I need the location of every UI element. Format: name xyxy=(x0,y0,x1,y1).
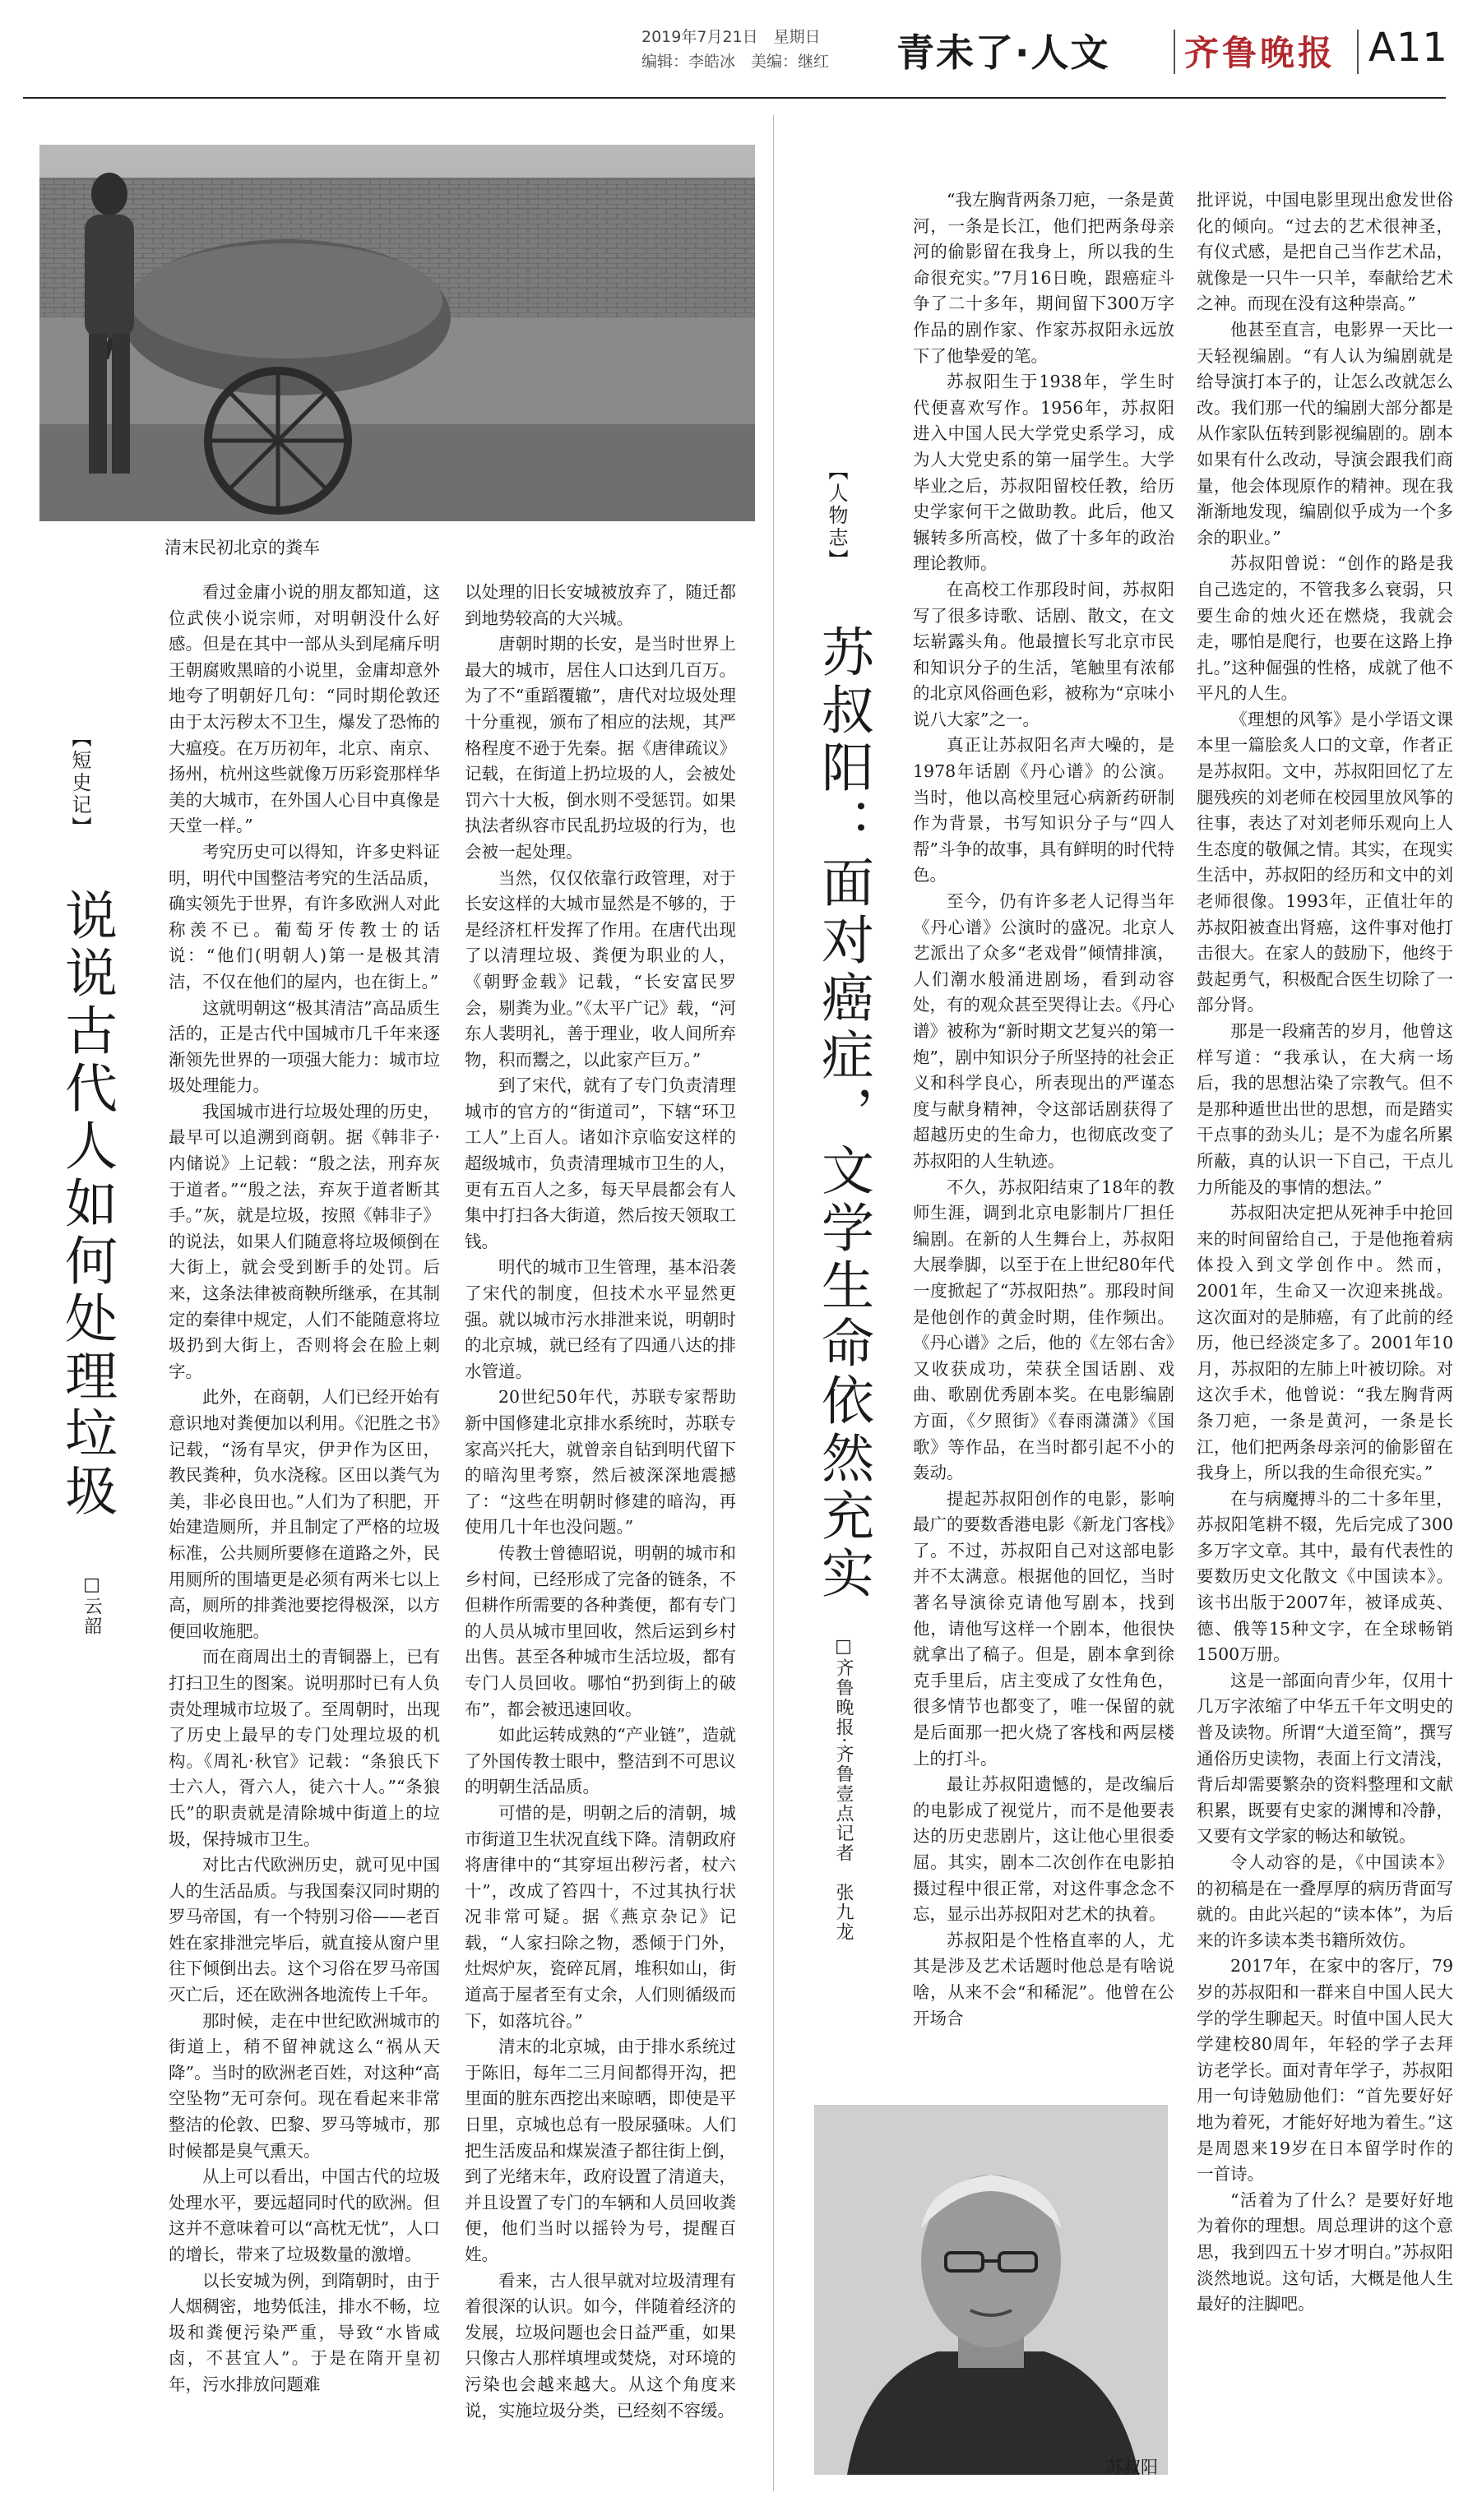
paragraph: 至今，仍有许多老人记得当年《丹心谱》公演时的盛况。北京人艺派出了众多“老戏骨”倾情排演，人们潮水般涌进剧场，看到动容处，有的观众甚至哭得让去。《丹心谱》被称为“新时期文艺复兴的第一炮”，剧中知识分子所坚持的社会正义和科学良心，所表现出的严谨态度与献身精神，令这部话剧获得了超越历史的生命力，也彻底改变了苏叔阳的人生轨迹。 xyxy=(913,891,1174,1171)
paragraph: 那时候，走在中世纪欧洲城市的街道上，稍不留神就这么“祸从天降”。当时的欧洲老百姓，对这种“高空坠物”无可奈何。现在看起来非常整洁的伦敦、巴黎、罗马等城市，那时候都是臭气熏天。 xyxy=(169,2010,440,2161)
header-divider-2 xyxy=(1357,30,1359,74)
paragraph: 看过金庸小说的朋友都知道，这位武侠小说宗师，对明朝没什么好感。但是在其中一部从头到尾痛斥明王朝腐败黑暗的小说里，金庸却意外地夸了明朝好几句：“同时期伦敦还由于太污秽太不卫生，爆发了恐怖的大瘟疫。在万历初年，北京、南京、扬州，杭州这些就像万历彩瓷那样华美的大城市，在外国人心目中真像是天堂一样。” xyxy=(169,582,440,836)
byline-left: □云韶 xyxy=(81,1574,102,1636)
paragraph: 以处理的旧长安城被放弃了，随迁都到地势较高的大兴城。 xyxy=(465,582,736,628)
paragraph: 苏叔阳是个性格直率的人，尤其是涉及艺术话题时他总是有啥说啥，从来不会“和稀泥”。他曾在公开场合 xyxy=(913,1930,1174,2028)
paragraph: 在与病魔搏斗的二十多年里，苏叔阳笔耕不辍，先后完成了300多万字文章。其中，最有代表性的要数历史文化散文《中国读本》。该书出版于2007年，被译成英、德、俄等15种文字，在全球畅销1500万册。 xyxy=(1197,1488,1453,1665)
portrait-photo xyxy=(814,2105,1168,2475)
paragraph: 最让苏叔阳遗憾的，是改编后的电影成了视觉片，而不是他要表达的历史悲剧片，这让他心里很委屈。其实，剧本二次创作在电影拍摄过程中很正常，对这件事念念不忘，显示出苏叔阳对艺术的执着。 xyxy=(913,1774,1174,1925)
paragraph: 可惜的是，明朝之后的清朝，城市街道卫生状况直线下降。清朝政府将唐律中的“其穿垣出秽污者，杖六十”，改成了笞四十，不过其执行状况非常可疑。据《燕京杂记》记载，“人家扫除之物，悉倾于门外，灶烬炉灰，瓷碎瓦屑，堆积如山，街道高于屋者至有丈余，人们则循级而下，如落坑谷。” xyxy=(465,1802,736,2031)
article-right-column-2 xyxy=(1197,187,1453,2490)
brand-logo: 齐鲁晚报 xyxy=(1184,33,1336,73)
article-tag-left: 【短史记】 xyxy=(68,728,91,839)
paragraph: “我左胸背两条刀疤，一条是黄河，一条是长江，他们把两条母亲河的偷影留在我身上，所以我的生命很充实。”7月16日晚，跟癌症斗争了二十多年，期间留下300万字作品的剧作家、作家苏叔阳永远放下了他挚爱的笔。 xyxy=(913,190,1174,366)
paragraph: 不久，苏叔阳结束了18年的教师生涯，调到北京电影制片厂担任编剧。在新的人生舞台上，苏叔阳大展拳脚，以至于在上世纪80年代一度掀起了“苏叔阳热”。那段时间是他创作的黄金时期，佳作频出。《丹心谱》之后，他的《左邻右舍》又收获成功，荣获全国话剧、戏曲、歌剧优秀剧本奖。在电影编剧方面，《夕照街》《春雨潇潇》《国歌》等作品，在当时都引起不小的轰动。 xyxy=(913,1177,1174,1483)
column-divider xyxy=(773,115,774,2491)
paragraph: 考究历史可以得知，许多史料证明，明代中国整洁考究的生活品质，确实领先于世界，有许多欧洲人对此称羡不已。葡萄牙传教士的话说：“他们(明朝人)第一是极其清洁，不仅在他们的屋内，也在街上。” xyxy=(169,841,440,992)
paragraph: 我国城市进行垃圾处理的历史，最早可以追溯到商朝。据《韩非子·内储说》上记载：“殷之法，刑弃灰于道者。”“殷之法，弃灰于道者断其手。”灰，就是垃圾，按照《韩非子》的说法，如果人们随意将垃圾倾倒在大街上，就会受到断手的处罚。后来，这条法律被商鞅所继承，在其制定的秦律中规定，人们不能随意将垃圾扔到大街上，否则将会在脸上刺字。 xyxy=(169,1101,440,1381)
byline-right: □齐鲁晚报·齐鲁壹点记者 张九龙 xyxy=(833,1636,854,1942)
paragraph: 以长安城为例，到隋朝时，由于人烟稠密，地势低洼，排水不畅，垃圾和粪便污染严重，导致“水皆咸卤，不甚宜人”。于是在隋开皇初年，污水排放问题难 xyxy=(169,2270,440,2394)
header-divider xyxy=(1174,30,1175,74)
paragraph: 而在商周出土的青铜器上，已有打扫卫生的图案。说明那时已有人负责处理城市垃圾了。至周朝时，出现了历史上最早的专门处理垃圾的机构。《周礼·秋官》记载：“条狼氏下士六人，胥六人，徒六十人。”“条狼氏”的职责就是清除城中街道上的垃圾，保持城市卫生。 xyxy=(169,1647,440,1849)
paragraph: 20世纪50年代，苏联专家帮助新中国修建北京排水系统时，苏联专家高兴托大，就曾亲自钻到明代留下的暗沟里考察，然后被深深地震撼了：“这些在明朝时修建的暗沟，再使用几十年也没问题。” xyxy=(465,1387,736,1537)
header-rule xyxy=(23,97,1446,99)
paragraph: 提起苏叔阳创作的电影，影响最广的要数香港电影《新龙门客栈》了。不过，苏叔阳自己对这部电影并不太满意。根据他的回忆，当时著名导演徐克请他写剧本，找到他，请他写这样一个剧本，他很快就拿出了稿子。但是，剧本拿到徐克手里后，店主变成了女性角色，很多情节也都变了，唯一保留的就是后面那一把火烧了客栈和两层楼上的打斗。 xyxy=(913,1488,1174,1769)
paragraph: 在高校工作那段时间，苏叔阳写了很多诗歌、话剧、散文，在文坛崭露头角。他最擅长写北京市民和知识分子的生活，笔触里有浓郁的北京风俗画色彩，被称为“京味小说八大家”之一。 xyxy=(913,579,1174,729)
paragraph: 苏叔阳曾说：“创作的路是我自己选定的，不管我多么衰弱，只要生命的烛火还在燃烧，我就会走，哪怕是爬行，也要在这路上挣扎。”这种倔强的性格，成就了他不平凡的人生。 xyxy=(1197,553,1453,704)
paragraph: 从上可以看出，中国古代的垃圾处理水平，要远超同时代的欧洲。但这并不意味着可以“高枕无忧”，人口的增长，带来了垃圾数量的激增。 xyxy=(169,2166,440,2264)
paragraph: 传教士曾德昭说，明朝的城市和乡村间，已经形成了完备的链条，不但耕作所需要的各种粪便，都有专门的人员从城市里回收，然后运到乡村出售。甚至各种城市生活垃圾，都有专门人员回收。哪怕“扔到街上的破布”，都会被迅速回收。 xyxy=(465,1542,736,1719)
paragraph: 此外，在商朝，人们已经开始有意识地对粪便加以利用。《汜胜之书》记载，“汤有旱灾，伊尹作为区田，教民粪种，负水浇稼。区田以粪气为美，非必良田也。”人们为了积肥，开始建造厕所，并且制定了严格的垃圾标准，公共厕所要修在道路之外，民用厕所的围墙更是必须有两米七以上高，厕所的排粪池要挖得极深，以方便回收施肥。 xyxy=(169,1387,440,1641)
headline-right: 苏叔阳：面对癌症，文学生命依然充实 xyxy=(813,625,873,1603)
cart-photo xyxy=(39,145,755,521)
paragraph: 苏叔阳决定把从死神手中抢回来的时间留给自己，于是他拖着病体投入到文学创作中。然而，2001年，生命又一次迎来挑战。这次面对的是肺癌，有了此前的经历，他已经淡定多了。2001年10月，苏叔阳的左肺上叶被切除。对这次手术，他曾说：“我左胸背两条刀疤，一条是黄河，一条是长江，他们把两条母亲河的偷影留在我身上，所以我的生命很充实。” xyxy=(1197,1203,1453,1483)
page-number: A11 xyxy=(1368,25,1448,71)
article-tag-right: 【人物志】 xyxy=(825,460,848,571)
paragraph: 清末的北京城，由于排水系统过于陈旧，每年二三月间都得开沟，把里面的脏东西挖出来晾晒，即使是平日里，京城也总有一股尿骚味。人们把生活废品和煤炭渣子都往街上倒，到了光绪末年，政府设置了清道夫，并且设置了专门的车辆和人员回收粪便，他们当时以摇铃为号，提醒百姓。 xyxy=(465,2037,736,2264)
paragraph: 真正让苏叔阳名声大噪的，是1978年话剧《丹心谱》的公演。当时，他以高校里冠心病新药研制作为背景，书写知识分子与“四人帮”斗争的故事，具有鲜明的时代特色。 xyxy=(913,735,1174,885)
paragraph: 令人动容的是，《中国读本》的初稿是在一叠厚厚的病历背面写就的。由此兴起的“读本体”，为后来的许多读本类书籍所效仿。 xyxy=(1197,1852,1453,1950)
paragraph: 这是一部面向青少年，仅用十几万字浓缩了中华五千年文明史的普及读物。所谓“大道至简”，撰写通俗历史读物，表面上行文清浅，背后却需要繁杂的资料整理和文献积累，既要有史家的渊博和冷静，又要有文学家的畅达和敏锐。 xyxy=(1197,1670,1453,1847)
paragraph: 到了宋代，就有了专门负责清理城市的官方的“街道司”，下辖“环卫工人”上百人。诸如汴京临安这样的超级城市，负责清理城市卫生的人，更有五百人之多，每天早晨都会有人集中打扫各大街道，然后按天领取工钱。 xyxy=(465,1075,736,1251)
paragraph: 批评说，中国电影里现出愈发世俗化的倾向。“过去的艺术很神圣，有仪式感，是把自己当作艺术品，就像是一只牛一只羊，奉献给艺术之神。而现在没有这种崇高。” xyxy=(1197,190,1453,314)
section-title: 青未了·人文 xyxy=(896,30,1110,75)
paragraph: 《理想的风筝》是小学语文课本里一篇脍炙人口的文章，作者正是苏叔阳。文中，苏叔阳回忆了左腿残疾的刘老师在校园里放风筝的往事，表达了对刘老师乐观向上人生态度的敬佩之情。其实，在现实生活中，苏叔阳的经历和文中的刘老师很像。1993年，正值壮年的苏叔阳被查出肾癌，这件事对他打击很大。在家人的鼓励下，他终于鼓起勇气，积极配合医生切除了一部分肾。 xyxy=(1197,709,1453,1015)
photo-caption-left: 清末民初北京的粪车 xyxy=(164,538,320,557)
headline-left: 说说古代人如何处理垃圾 xyxy=(56,888,117,1521)
paragraph: 明代的城市卫生管理，基本沿袭了宋代的制度，但技术水平显然更强。就以城市污水排泄来说，明朝时的北京城，就已经有了四通八达的排水管道。 xyxy=(465,1257,736,1381)
article-right-column-1 xyxy=(913,187,1174,2095)
photo-caption-right: 苏叔阳 xyxy=(1106,2458,1158,2477)
header-date: 2019年7月21日 星期日 xyxy=(641,28,821,46)
paragraph: 看来，古人很早就对垃圾清理有着很深的认识。如今，伴随着经济的发展，垃圾问题也会日益严重，如果只像古人那样填埋或焚烧，对环境的污染也会越来越大。从这个角度来说，实施垃圾分类，已经刻不容缓。 xyxy=(465,2270,736,2421)
paragraph: 苏叔阳生于1938年，学生时代便喜欢写作。1956年，苏叔阳进入中国人民大学党史系学习，成为人大党史系的第一届学生。大学毕业之后，苏叔阳留校任教，给历史学家何干之做助教。此后，他又辗转多所高校，做了十多年的政治理论教师。 xyxy=(913,372,1174,574)
paragraph: 这就明朝这“极其清洁”高品质生活的，正是古代中国城市几千年来逐渐领先世界的一项强大能力：城市垃圾处理能力。 xyxy=(169,997,440,1096)
paragraph: 他甚至直言，电影界一天比一天轻视编剧。“有人认为编剧就是给导演打本子的，让怎么改就怎么改。我们那一代的编剧大部分都是从作家队伍转到影视编剧的。剧本如果有什么改动，导演会跟我们商量，他会体现原作的精神。现在我渐渐地发现，编剧似乎成为一个多余的职业。” xyxy=(1197,319,1453,548)
header-editors: 编辑：李皓冰 美编：继红 xyxy=(641,53,830,71)
paragraph: 唐朝时期的长安，是当时世界上最大的城市，居住人口达到几百万。为了不“重蹈覆辙”，唐代对垃圾处理十分重视，颁布了相应的法规，其严格程度不逊于先秦。据《唐律疏议》记载，在街道上扔垃圾的人，会被处罚六十大板，倒水则不受惩罚。如果执法者纵容市民乱扔垃圾的行为，也会被一起处理。 xyxy=(465,634,736,862)
article-left-column-1 xyxy=(169,580,440,2487)
paragraph: 那是一段痛苦的岁月，他曾这样写道：“我承认，在大病一场后，我的思想沾染了宗教气。但不是那种遁世出世的思想，而是踏实干点事的劲头儿；是不为虚名所累所蔽，真的认识一下自己，干点儿力所能及的事情的想法。” xyxy=(1197,1021,1453,1197)
paragraph: 2017年，在家中的客厅，79岁的苏叔阳和一群来自中国人民大学的学生聊起天。时值中国人民大学建校80周年，年轻的学子去拜访老学长。面对青年学子，苏叔阳用一句诗勉励他们：“首先要好好地为着死，才能好好地为着生。”这是周恩来19岁在日本留学时作的一首诗。 xyxy=(1197,1956,1453,2185)
article-left-column-2 xyxy=(465,580,736,2487)
paragraph: 对比古代欧洲历史，就可见中国人的生活品质。与我国秦汉同时期的罗马帝国，有一个特别习俗——老百姓在家排泄完毕后，就直接从窗户里往下倾倒出去。这个习俗在罗马帝国灭亡后，还在欧洲各地流传上千年。 xyxy=(169,1855,440,2005)
paragraph: 当然，仅仅依靠行政管理，对于长安这样的大城市显然是不够的，于是经济杠杆发挥了作用。在唐代出现了以清理垃圾、粪便为职业的人，《朝野金载》记载，“长安富民罗会，剔粪为业。”《太平广记》载，“河东人裴明礼，善于理业，收人间所弃物，积而鬻之，以此家产巨万。” xyxy=(465,867,736,1070)
paragraph: “活着为了什么？是要好好地为着你的理想。周总理讲的这个意思，我到四五十岁才明白。”苏叔阳淡然地说。这句话，大概是他人生最好的注脚吧。 xyxy=(1197,2189,1453,2314)
paragraph: 如此运转成熟的“产业链”，造就了外国传教士眼中，整洁到不可思议的明朝生活品质。 xyxy=(465,1725,736,1797)
